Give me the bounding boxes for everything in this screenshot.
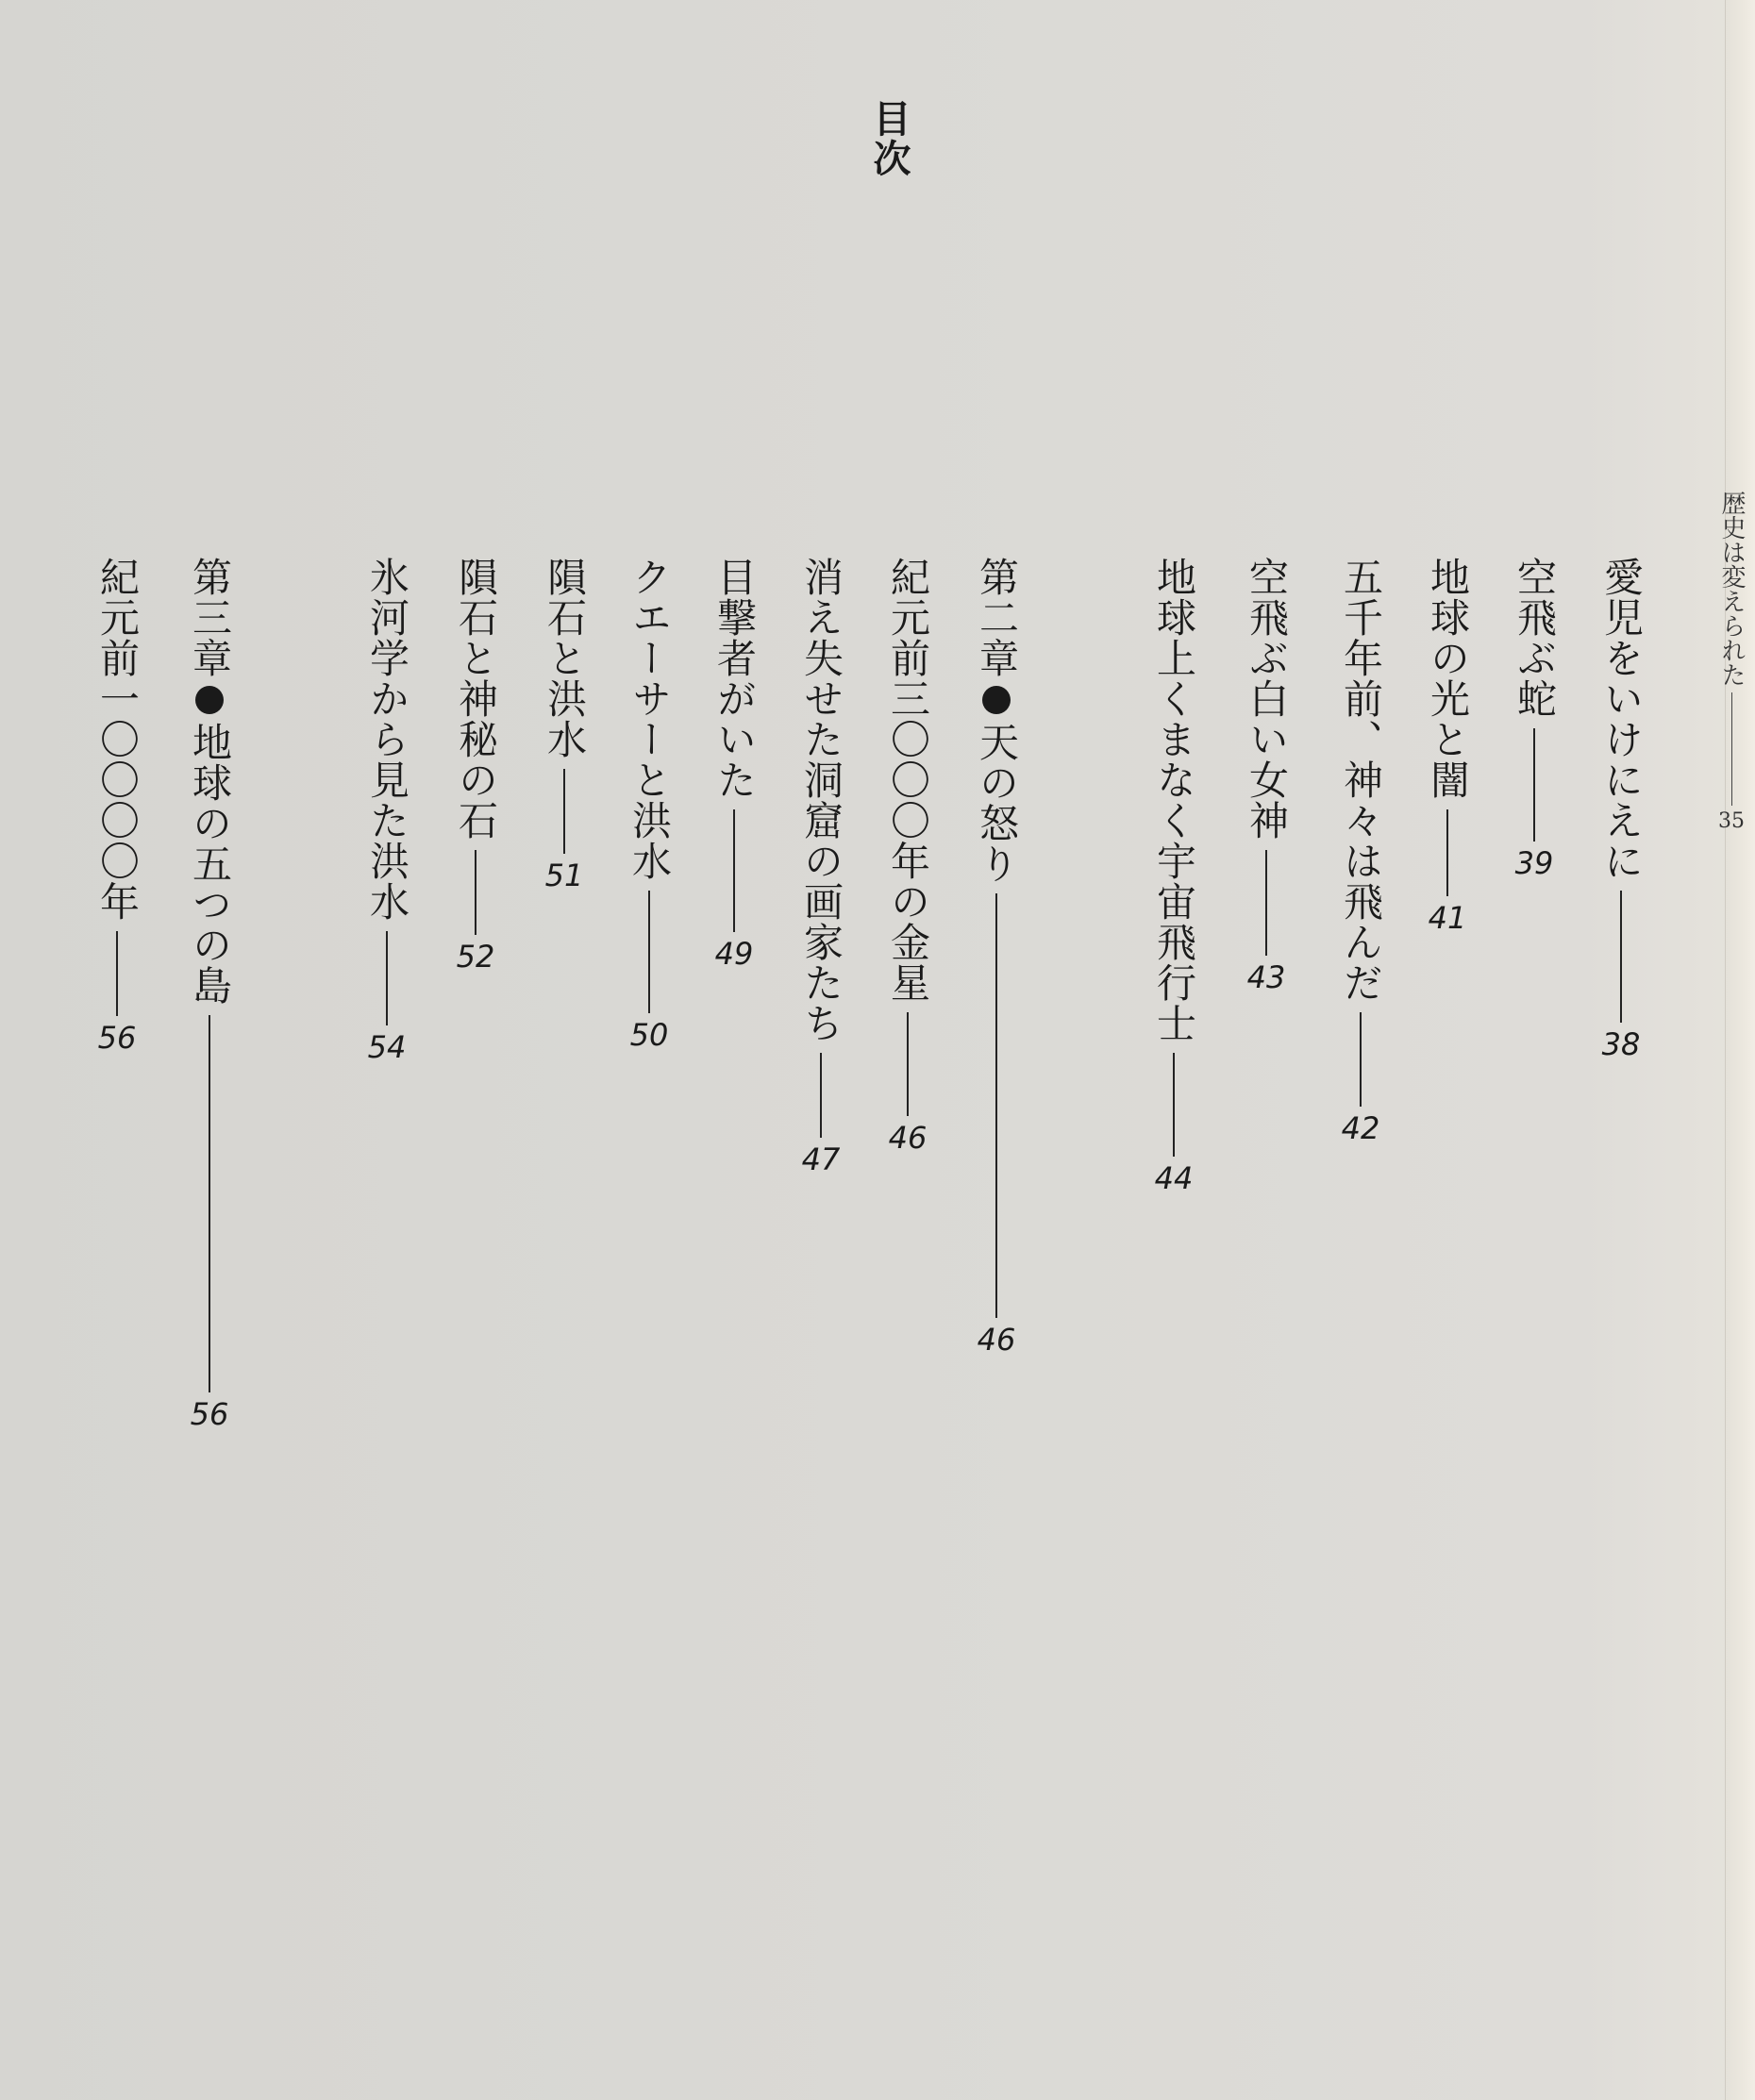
leader-line [209,1015,210,1392]
toc-entry-page: 54 [367,1029,407,1065]
leader-line [907,1012,909,1116]
toc-entry-title: 五千年前、神々は飛んだ [1338,557,1384,1003]
leader-line [563,769,565,854]
toc-entry [1149,557,1198,1196]
toc-entry-page: 56 [97,1020,137,1056]
toc-entry-page: 43 [1246,959,1286,995]
toc-entry [362,557,411,1065]
chapter-title: 地球の五つの島 [187,722,233,1006]
toc-entry-page: 38 [1601,1026,1641,1062]
toc-entry-page: 41 [1428,900,1467,936]
toc-entry [540,557,589,893]
leader-line [1533,728,1535,842]
toc-chapter-heading [972,557,1021,1358]
toc-entry [451,557,500,975]
toc-entry-title: 消え失せた洞窟の画家たち [798,557,844,1043]
running-head-page: 35 [1718,809,1745,833]
toc-entry-page: 50 [629,1017,669,1053]
leader-line [1265,850,1267,956]
toc-entry-page: 56 [190,1396,229,1432]
toc-entry-title: 氷河学から見た洪水 [364,557,410,922]
toc-entry-title: クエーサーと洪水 [627,557,673,881]
leader-line [820,1053,822,1138]
toc-entry [883,557,932,1156]
leader-line [648,891,650,1013]
chapter-number: 第三章 [187,557,233,678]
running-head [1713,491,1750,833]
leader-line [386,931,388,1025]
toc-entry-title: 隕石と神秘の石 [453,557,499,841]
toc-chapter-heading [185,557,234,1432]
toc-entry-title: 隕石と洪水 [542,557,588,759]
toc-entry-page: 51 [544,858,584,893]
toc-entry [1336,557,1385,1146]
toc-entry-page: 44 [1154,1160,1194,1196]
toc-entry-title: 地球上くまなく宇宙飛行士 [1151,557,1197,1043]
toc-entry [1510,557,1559,881]
toc-entry-title: 空飛ぶ白い女神 [1244,557,1290,841]
toc-entry [710,557,759,972]
toc-entry-title: 空飛ぶ蛇 [1512,557,1558,719]
toc-entry [625,557,674,1053]
bullet-dot-icon [982,686,1011,714]
toc-entry-title: 地球の光と闇 [1425,557,1471,800]
toc-entry-page: 42 [1341,1110,1380,1146]
bullet-dot-icon [195,686,224,714]
adjacent-page-edge [1725,0,1755,2100]
toc-entry-page: 47 [801,1142,841,1177]
toc-title: 目次 [867,99,911,178]
toc-entry-title: 紀元前一〇〇〇〇年 [94,557,141,922]
leader-line [995,893,997,1318]
toc-entry [1423,557,1472,936]
running-head-title: 歴史は変えられた [1717,491,1746,687]
toc-entry [92,557,142,1056]
toc-entry-page: 52 [456,939,495,975]
leader-line [1620,891,1622,1023]
chapter-title: 天の怒り [974,722,1020,884]
toc-entry-page: 39 [1514,845,1554,881]
leader-line [1360,1012,1362,1107]
leader-line [116,931,118,1016]
leader-line [1173,1053,1175,1157]
toc-entry [1242,557,1291,995]
toc-entry [1596,557,1646,1062]
leader-line [1446,809,1448,896]
leader-line [733,809,735,932]
toc-entry-title: 紀元前三〇〇〇年の金星 [885,557,931,1003]
toc-entry-page: 46 [977,1322,1016,1358]
toc-entry-title: 愛児をいけにえに [1598,557,1645,881]
toc-entry [796,557,845,1177]
toc-entry-title: 目撃者がいた [711,557,758,800]
chapter-number: 第二章 [974,557,1020,678]
leader-line [475,850,476,935]
toc-entry-page: 49 [714,936,754,972]
toc-entry-page: 46 [888,1120,928,1156]
running-head-leader [1731,692,1732,806]
